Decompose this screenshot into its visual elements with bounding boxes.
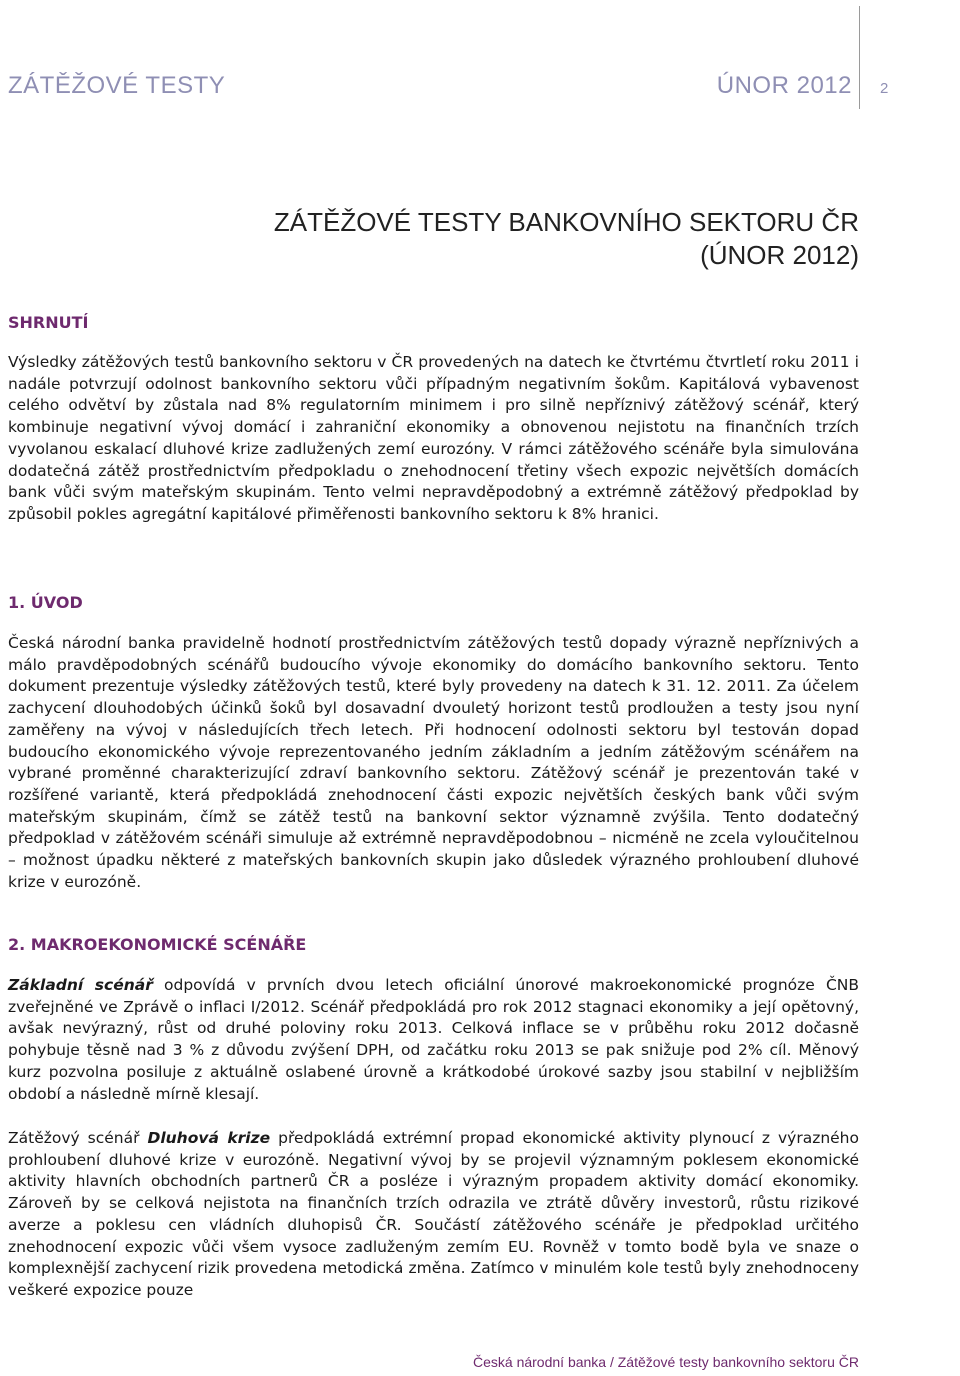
base-scenario-paragraph [8, 975, 859, 1105]
document-title-line2: (ÚNOR 2012) [700, 240, 859, 270]
base-scenario-term: Základní scénář [8, 976, 153, 994]
stress-scenario-term: Dluhová krize [147, 1129, 271, 1147]
summary-heading: SHRNUTÍ [8, 313, 89, 332]
summary-paragraph: Výsledky zátěžových testů bankovního sektoru v ČR provedených na datech ke čtvrtému čtvrtletí roku 2011 i nadále potvrzují odolnost bankovního sektoru vůči případným negativním šokům. Kapitálová vybavenost celého odvětví by zůstala nad 8% regulatorním minimem i pro silně nepříznivý zátěžový scénář, který kombinuje negativní vývoj domácí i zahraniční ekonomiky a obnovenou nejistotu na finančních trzích vyvolanou eskalací dluhové krize zadlužených zemí eurozóny. V rámci zátěžového scénáře byla simulována dodatečná zátěž prostřednictvím předpokladu o znehodnocení třetiny všech expozic největších domácích bank vůči svým mateřským skupinám. Tento velmi nepravděpodobný a extrémně zátěžový předpoklad by způsobil pokles agregátní kapitálové přiměřenosti bankovního sektoru k 8% hranici. [8, 353, 859, 523]
scenarios-heading: 2. MAKROEKONOMICKÉ SCÉNÁŘE [8, 935, 307, 954]
page-number: 2 [880, 80, 889, 97]
header-date: ÚNOR 2012 [716, 72, 852, 99]
header-title: ZÁTĚŽOVÉ TESTY [8, 72, 226, 99]
stress-scenario-prefix: Zátěžový scénář [8, 1129, 148, 1147]
header-divider [859, 6, 860, 109]
page-footer: Česká národní banka / Zátěžové testy bankovního sektoru ČR [473, 1354, 859, 1370]
intro-paragraph: Česká národní banka pravidelně hodnotí prostřednictvím zátěžových testů dopady výrazně nepříznivých a málo pravděpodobných scénářů budoucího vývoje ekonomiky do domácího bankovního sektoru. Tento dokument prezentuje výsledky zátěžových testů, které byly provedeny na datech k 31. 12. 2011. Za účelem zachycení dlouhodobých účinků šoků byl dosavadní dvouletý horizont testů prodloužen a testy jsou nyní zaměřeny na vývoj v následujících třech letech. Při hodnocení odolnosti sektoru byl testován dopad budoucího ekonomického vývoje reprezentovaného jedním základním a jedním zátěžovým scénářem na vybrané proměnné charakterizující zdraví bankovního sektoru. Zátěžový scénář je prezentován také v rozšířené variantě, která předpokládá znehodnocení části expozic největších českých bank vůči svým mateřským skupinám, čímž se zátěž testů na bankovní sektor významně zvýšila. Tento dodatečný předpoklad v zátěžovém scénáři simuluje až extrémně nepravděpodobnou – nicméně ne zcela vyloučitelnou – možnost úpadku některé z mateřských bankovních skupin jako důsledek výrazného prohloubení dluhové krize v eurozóně. [8, 634, 859, 891]
stress-scenario-text: předpokládá extrémní propad ekonomické aktivity plynoucí z výrazného prohloubení dluhové krize v eurozóně. Negativní vývoj by se projevil významným poklesem ekonomické aktivity hlavních obchodních partnerů ČR a posléze i výrazným propadem aktivity domácí ekonomiky. Zároveň by se celková nejistota na finančních trzích odrazila ve ztrátě důvěry investorů, růstu rizikové averze a poklesu cen vládních dluhopisů ČR. Součástí zátěžového scénáře je předpoklad určitého znehodnocení expozic vůči všem vysoce zadluženým zemím EU. Rovněž v tomto bodě byla ve snaze o komplexnější zachycení rizik provedena metodická změna. Zatímco v minulém kole testů byly znehodnoceny veškeré expozice pouze [8, 1129, 859, 1299]
document-title [274, 206, 859, 272]
document-title-line1: ZÁTĚŽOVÉ TESTY BANKOVNÍHO SEKTORU ČR [273, 207, 859, 237]
base-scenario-text: odpovídá v prvních dvou letech oficiální únorové makroekonomické prognóze ČNB zveřejněné ve Zprávě o inflaci I/2012. Scénář předpokládá pro rok 2012 stagnaci ekonomiky a její opětovný, avšak nevýrazný, růst od druhé poloviny roku 2013. Celková inflace se v průběhu roku 2012 dočasně pohybuje těsně nad 3 % z důvodu zvýšení DPH, od začátku roku 2013 se pak snižuje pod 2% cíl. Měnový kurz pozvolna posiluje z aktuálně oslabené úrovně a krátkodobé úrokové sazby jsou stabilní v nejbližším období a následně mírně klesají. [8, 976, 859, 1103]
intro-heading: 1. ÚVOD [8, 593, 83, 612]
stress-scenario-paragraph [8, 1128, 859, 1302]
